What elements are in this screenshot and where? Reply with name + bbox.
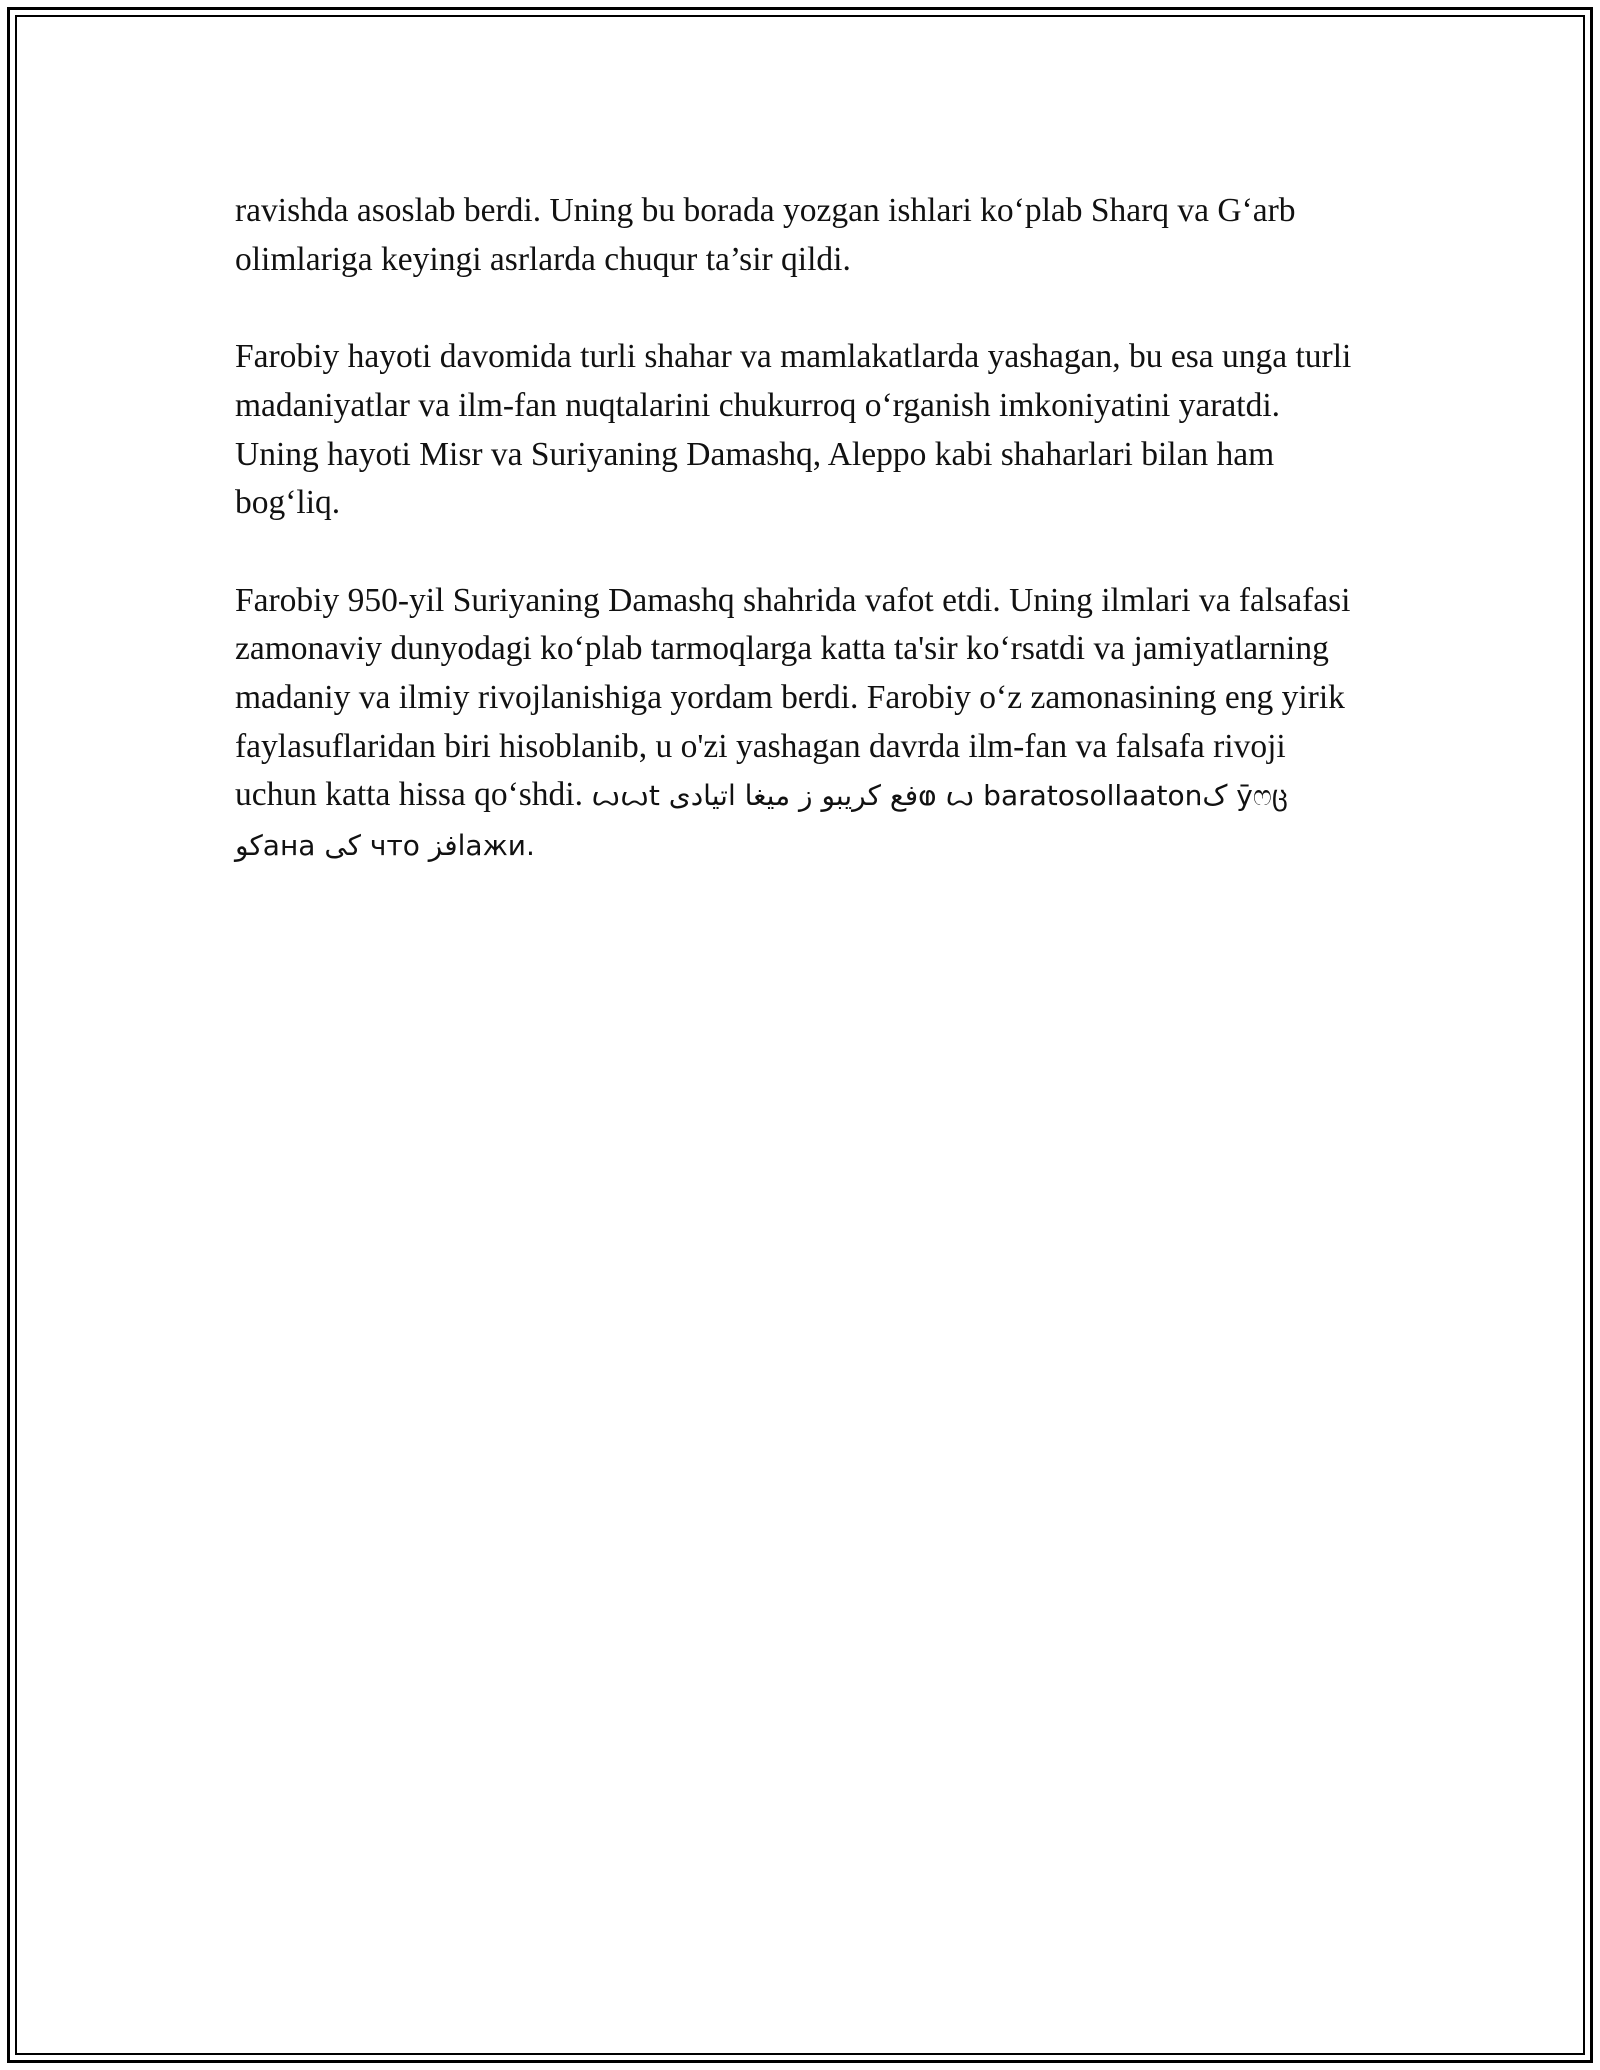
paragraph-3 [235, 577, 1365, 871]
paragraph-1: ravishda asoslab berdi. Uning bu borada yozgan ishlari ko‘plab Sharq va G‘arb olimlariga keyingi asrlarda chuqur ta’sir qildi. [235, 192, 1296, 278]
paragraph-2: Farobiy hayoti davomida turli shahar va mamlakatlarda yashagan, bu esa unga turli madaniyatlar va ilm-fan nuqtalarini chukurroq o‘rganish imkoniyatini yaratdi. Uning hayoti Misr va Suriyaning Damashq, Aleppo kabi shaharlari bilan ham bog‘liq. [235, 338, 1352, 522]
mixed-script-text: ꙍꙍt فع كريبو ز ميغا اتيادیⱷ ꙍ baratosollaatonک ȳෆც كوана کی что افزажи. [235, 779, 1288, 863]
document-body [235, 187, 1365, 920]
paragraph-3-text: Farobiy 950-yil Suriyaning Damashq shahrida vafot etdi. Uning ilmlari va falsafasi zamonaviy dunyodagi ko‘plab tarmoqlarga katta ta'sir ko‘rsatdi va jamiyatlarning madaniy va ilmiy rivojlanishiga yordam berdi. Farobiy o‘z zamonasining eng yirik faylasuflaridan biri hisoblanib, u o'zi yashagan davrda ilm-fan va falsafa rivoji uchun katta hissa qo‘shdi. [235, 581, 1351, 814]
